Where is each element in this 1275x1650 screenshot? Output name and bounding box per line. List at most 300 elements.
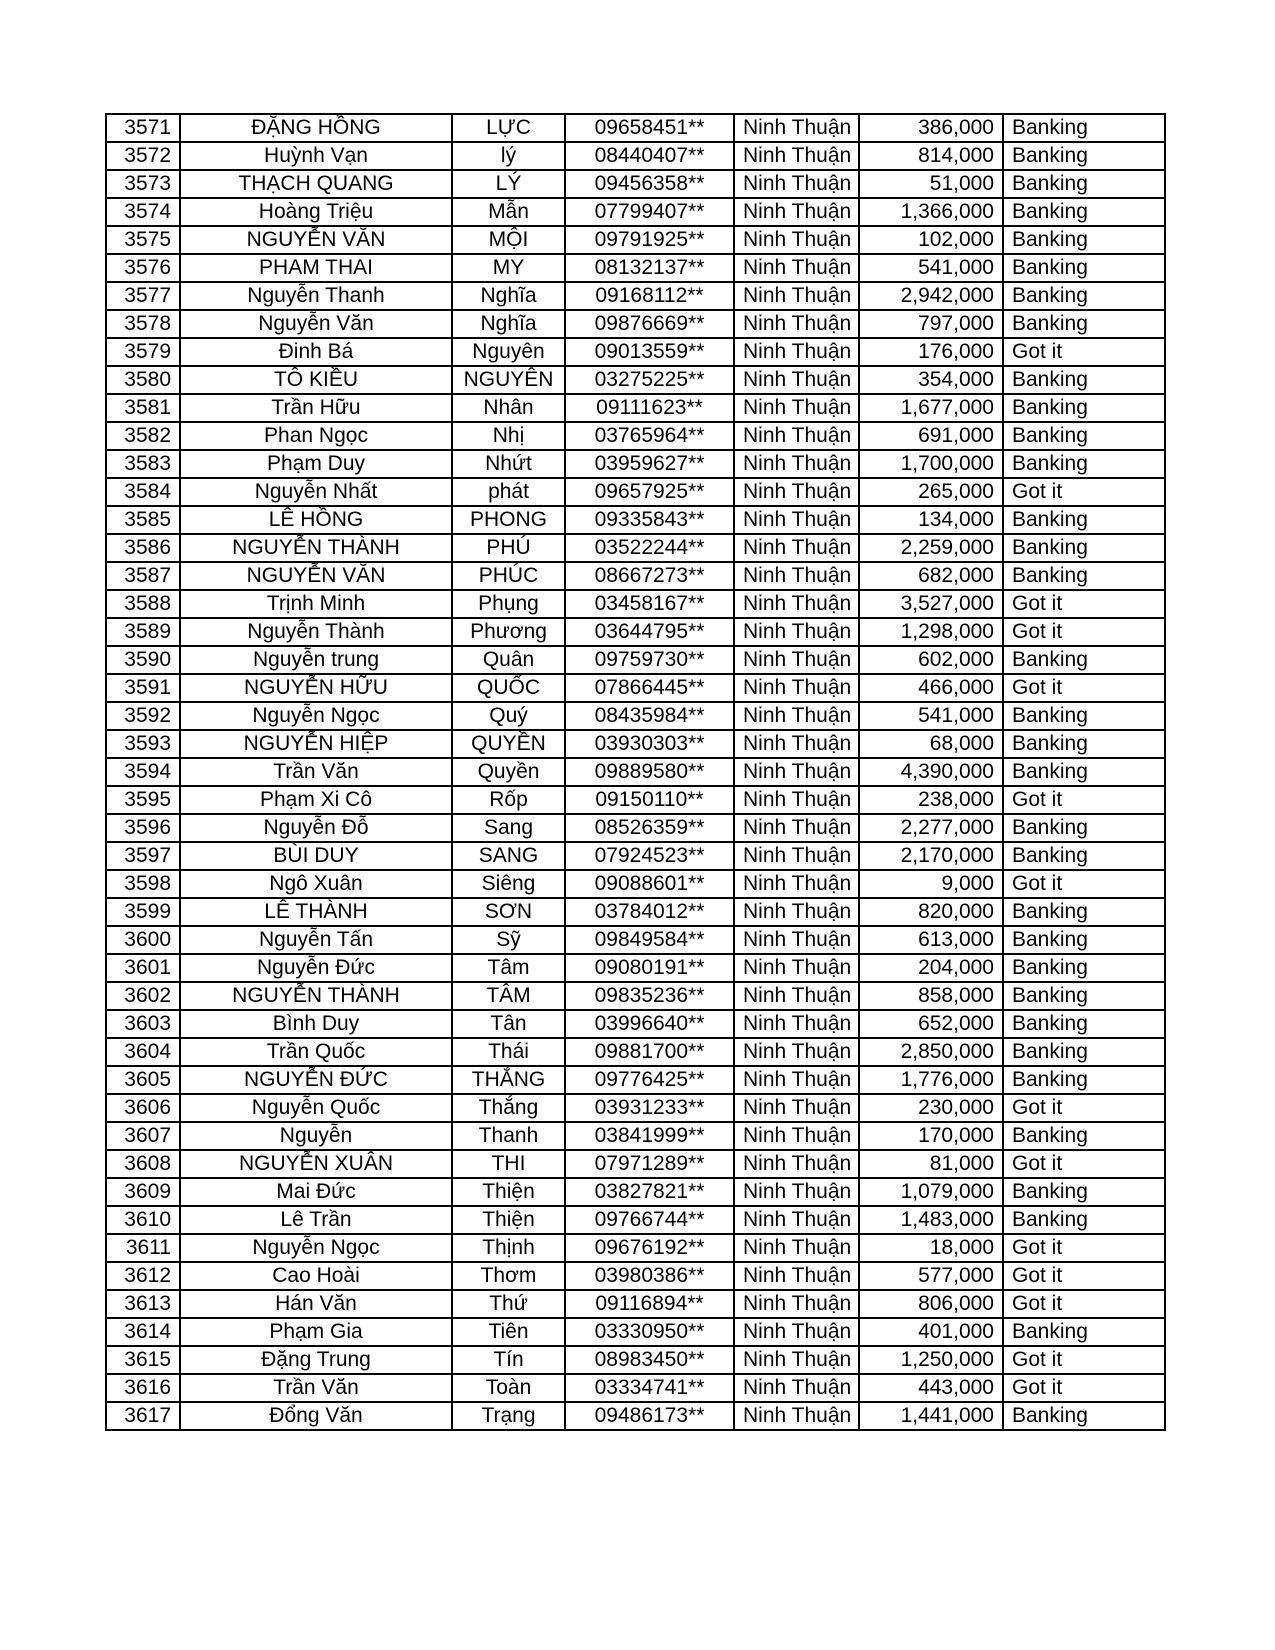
row-number: 3608 [106,1150,180,1178]
amount-cell: 4,390,000 [859,758,1003,786]
payment-method-cell: Banking [1003,702,1165,730]
row-number: 3572 [106,142,180,170]
surname-cell: Nguyễn Tấn [180,926,452,954]
data-table [105,113,1166,1431]
surname-cell: Nguyễn Quốc [180,1094,452,1122]
province-cell: Ninh Thuận [734,1374,859,1402]
province-cell: Ninh Thuận [734,310,859,338]
given-name-cell: LÝ [452,170,565,198]
province-cell: Ninh Thuận [734,870,859,898]
province-cell: Ninh Thuận [734,394,859,422]
row-number: 3578 [106,310,180,338]
table-row [106,1094,1165,1122]
phone-cell: 09168112** [565,282,734,310]
amount-cell: 134,000 [859,506,1003,534]
phone-cell: 09835236** [565,982,734,1010]
table-row [106,394,1165,422]
amount-cell: 577,000 [859,1262,1003,1290]
given-name-cell: Sỹ [452,926,565,954]
row-number: 3617 [106,1402,180,1430]
amount-cell: 691,000 [859,422,1003,450]
table-row [106,422,1165,450]
amount-cell: 466,000 [859,674,1003,702]
payment-method-cell: Banking [1003,758,1165,786]
given-name-cell: Thái [452,1038,565,1066]
phone-cell: 07866445** [565,674,734,702]
given-name-cell: phát [452,478,565,506]
row-number: 3593 [106,730,180,758]
amount-cell: 68,000 [859,730,1003,758]
amount-cell: 81,000 [859,1150,1003,1178]
surname-cell: Nguyễn Thanh [180,282,452,310]
payment-method-cell: Banking [1003,562,1165,590]
row-number: 3594 [106,758,180,786]
amount-cell: 1,366,000 [859,198,1003,226]
payment-method-cell: Banking [1003,1318,1165,1346]
surname-cell: Mai Đức [180,1178,452,1206]
amount-cell: 858,000 [859,982,1003,1010]
phone-cell: 07799407** [565,198,734,226]
given-name-cell: Sang [452,814,565,842]
table-row [106,898,1165,926]
surname-cell: Trần Văn [180,758,452,786]
province-cell: Ninh Thuận [734,954,859,982]
table-row [106,618,1165,646]
phone-cell: 03458167** [565,590,734,618]
amount-cell: 204,000 [859,954,1003,982]
table-row [106,1206,1165,1234]
row-number: 3607 [106,1122,180,1150]
given-name-cell: THẮNG [452,1066,565,1094]
payment-method-cell: Banking [1003,282,1165,310]
row-number: 3581 [106,394,180,422]
payment-method-cell: Got it [1003,618,1165,646]
phone-cell: 09111623** [565,394,734,422]
province-cell: Ninh Thuận [734,1066,859,1094]
phone-cell: 09876669** [565,310,734,338]
row-number: 3585 [106,506,180,534]
phone-cell: 03827821** [565,1178,734,1206]
surname-cell: Nguyễn Ngọc [180,1234,452,1262]
payment-method-cell: Banking [1003,898,1165,926]
table-row [106,590,1165,618]
table-row [106,1066,1165,1094]
table-row [106,478,1165,506]
amount-cell: 1,483,000 [859,1206,1003,1234]
payment-method-cell: Banking [1003,254,1165,282]
given-name-cell: Phương [452,618,565,646]
given-name-cell: Trạng [452,1402,565,1430]
phone-cell: 03959627** [565,450,734,478]
table-row [106,1122,1165,1150]
phone-cell: 09116894** [565,1290,734,1318]
given-name-cell: THI [452,1150,565,1178]
table-row [106,954,1165,982]
given-name-cell: MY [452,254,565,282]
phone-cell: 09791925** [565,226,734,254]
surname-cell: Nguyễn Ngọc [180,702,452,730]
phone-cell: 09881700** [565,1038,734,1066]
given-name-cell: Thịnh [452,1234,565,1262]
amount-cell: 2,850,000 [859,1038,1003,1066]
surname-cell: Phạm Duy [180,450,452,478]
given-name-cell: Quyền [452,758,565,786]
province-cell: Ninh Thuận [734,562,859,590]
given-name-cell: QUỐC [452,674,565,702]
amount-cell: 2,259,000 [859,534,1003,562]
province-cell: Ninh Thuận [734,982,859,1010]
province-cell: Ninh Thuận [734,338,859,366]
payment-method-cell: Banking [1003,926,1165,954]
amount-cell: 230,000 [859,1094,1003,1122]
province-cell: Ninh Thuận [734,450,859,478]
province-cell: Ninh Thuận [734,114,859,142]
province-cell: Ninh Thuận [734,758,859,786]
amount-cell: 51,000 [859,170,1003,198]
phone-cell: 08667273** [565,562,734,590]
table-row [106,366,1165,394]
row-number: 3582 [106,422,180,450]
phone-cell: 07924523** [565,842,734,870]
given-name-cell: NGUYÊN [452,366,565,394]
phone-cell: 03980386** [565,1262,734,1290]
amount-cell: 238,000 [859,786,1003,814]
amount-cell: 1,700,000 [859,450,1003,478]
phone-cell: 09150110** [565,786,734,814]
province-cell: Ninh Thuận [734,1178,859,1206]
table-row [106,338,1165,366]
payment-method-cell: Banking [1003,506,1165,534]
row-number: 3602 [106,982,180,1010]
given-name-cell: Nhân [452,394,565,422]
row-number: 3603 [106,1010,180,1038]
amount-cell: 2,170,000 [859,842,1003,870]
province-cell: Ninh Thuận [734,702,859,730]
row-number: 3577 [106,282,180,310]
row-number: 3589 [106,618,180,646]
phone-cell: 09088601** [565,870,734,898]
surname-cell: BÙI DUY [180,842,452,870]
table-row [106,114,1165,142]
phone-cell: 03275225** [565,366,734,394]
row-number: 3614 [106,1318,180,1346]
surname-cell: LÊ HỒNG [180,506,452,534]
surname-cell: Nguyễn Thành [180,618,452,646]
phone-cell: 03334741** [565,1374,734,1402]
surname-cell: NGUYỄN VĂN [180,226,452,254]
amount-cell: 1,441,000 [859,1402,1003,1430]
amount-cell: 820,000 [859,898,1003,926]
amount-cell: 652,000 [859,1010,1003,1038]
payment-method-cell: Got it [1003,1150,1165,1178]
province-cell: Ninh Thuận [734,674,859,702]
row-number: 3598 [106,870,180,898]
phone-cell: 08440407** [565,142,734,170]
province-cell: Ninh Thuận [734,1010,859,1038]
payment-method-cell: Got it [1003,1262,1165,1290]
province-cell: Ninh Thuận [734,198,859,226]
amount-cell: 1,298,000 [859,618,1003,646]
row-number: 3580 [106,366,180,394]
payment-method-cell: Banking [1003,534,1165,562]
payment-method-cell: Banking [1003,1178,1165,1206]
row-number: 3596 [106,814,180,842]
given-name-cell: Tâm [452,954,565,982]
amount-cell: 541,000 [859,702,1003,730]
payment-method-cell: Got it [1003,1346,1165,1374]
surname-cell: Trịnh Minh [180,590,452,618]
amount-cell: 682,000 [859,562,1003,590]
payment-method-cell: Banking [1003,814,1165,842]
amount-cell: 1,079,000 [859,1178,1003,1206]
payment-method-cell: Banking [1003,450,1165,478]
payment-method-cell: Banking [1003,954,1165,982]
table-row [106,870,1165,898]
amount-cell: 170,000 [859,1122,1003,1150]
row-number: 3609 [106,1178,180,1206]
phone-cell: 09676192** [565,1234,734,1262]
row-number: 3588 [106,590,180,618]
province-cell: Ninh Thuận [734,170,859,198]
surname-cell: Cao Hoài [180,1262,452,1290]
table-row [106,926,1165,954]
payment-method-cell: Banking [1003,1038,1165,1066]
payment-method-cell: Banking [1003,1066,1165,1094]
table-row [106,730,1165,758]
table-row [106,842,1165,870]
payment-method-cell: Got it [1003,590,1165,618]
phone-cell: 03930303** [565,730,734,758]
table-row [106,198,1165,226]
row-number: 3599 [106,898,180,926]
payment-method-cell: Got it [1003,1234,1165,1262]
phone-cell: 09657925** [565,478,734,506]
given-name-cell: Nhị [452,422,565,450]
row-number: 3597 [106,842,180,870]
row-number: 3576 [106,254,180,282]
phone-cell: 03765964** [565,422,734,450]
amount-cell: 3,527,000 [859,590,1003,618]
table-row [106,982,1165,1010]
payment-method-cell: Banking [1003,1010,1165,1038]
phone-cell: 03841999** [565,1122,734,1150]
payment-method-cell: Banking [1003,170,1165,198]
given-name-cell: Siêng [452,870,565,898]
table-row [106,170,1165,198]
amount-cell: 386,000 [859,114,1003,142]
province-cell: Ninh Thuận [734,142,859,170]
row-number: 3575 [106,226,180,254]
province-cell: Ninh Thuận [734,366,859,394]
phone-cell: 09849584** [565,926,734,954]
payment-method-cell: Banking [1003,394,1165,422]
table-row [106,1318,1165,1346]
surname-cell: Hán Văn [180,1290,452,1318]
row-number: 3601 [106,954,180,982]
given-name-cell: Nhứt [452,450,565,478]
surname-cell: ĐẶNG HỒNG [180,114,452,142]
table-row [106,1346,1165,1374]
amount-cell: 176,000 [859,338,1003,366]
table-row [106,282,1165,310]
given-name-cell: TÂM [452,982,565,1010]
surname-cell: Phạm Xi Cô [180,786,452,814]
payment-method-cell: Banking [1003,730,1165,758]
table-row [106,814,1165,842]
payment-method-cell: Banking [1003,226,1165,254]
row-number: 3610 [106,1206,180,1234]
phone-cell: 09013559** [565,338,734,366]
row-number: 3612 [106,1262,180,1290]
surname-cell: PHAM THAI [180,254,452,282]
amount-cell: 1,250,000 [859,1346,1003,1374]
table-row [106,1262,1165,1290]
province-cell: Ninh Thuận [734,618,859,646]
table-row [106,450,1165,478]
amount-cell: 613,000 [859,926,1003,954]
amount-cell: 2,277,000 [859,814,1003,842]
given-name-cell: Tiên [452,1318,565,1346]
table-row [106,562,1165,590]
province-cell: Ninh Thuận [734,786,859,814]
given-name-cell: PHÚC [452,562,565,590]
table-row [106,1178,1165,1206]
table-row [106,1290,1165,1318]
province-cell: Ninh Thuận [734,282,859,310]
given-name-cell: Nghĩa [452,310,565,338]
table-row [106,1234,1165,1262]
payment-method-cell: Banking [1003,198,1165,226]
surname-cell: NGUYỄN HIỆP [180,730,452,758]
given-name-cell: MỘI [452,226,565,254]
phone-cell: 09889580** [565,758,734,786]
surname-cell: Trần Văn [180,1374,452,1402]
given-name-cell: Nghĩa [452,282,565,310]
surname-cell: Nguyễn Nhất [180,478,452,506]
amount-cell: 797,000 [859,310,1003,338]
amount-cell: 9,000 [859,870,1003,898]
surname-cell: Trần Hữu [180,394,452,422]
payment-method-cell: Got it [1003,338,1165,366]
given-name-cell: Tín [452,1346,565,1374]
province-cell: Ninh Thuận [734,422,859,450]
row-number: 3591 [106,674,180,702]
amount-cell: 401,000 [859,1318,1003,1346]
province-cell: Ninh Thuận [734,1346,859,1374]
surname-cell: Nguyễn Đức [180,954,452,982]
table-row [106,534,1165,562]
row-number: 3573 [106,170,180,198]
payment-method-cell: Banking [1003,114,1165,142]
table-row [106,674,1165,702]
province-cell: Ninh Thuận [734,1234,859,1262]
amount-cell: 2,942,000 [859,282,1003,310]
province-cell: Ninh Thuận [734,506,859,534]
row-number: 3606 [106,1094,180,1122]
surname-cell: Nguyễn Đỗ [180,814,452,842]
surname-cell: NGUYỄN HỮU [180,674,452,702]
province-cell: Ninh Thuận [734,1402,859,1430]
phone-cell: 09776425** [565,1066,734,1094]
payment-method-cell: Got it [1003,1290,1165,1318]
given-name-cell: Thanh [452,1122,565,1150]
phone-cell: 09486173** [565,1402,734,1430]
given-name-cell: Toàn [452,1374,565,1402]
table-row [106,506,1165,534]
phone-cell: 03996640** [565,1010,734,1038]
surname-cell: THẠCH QUANG [180,170,452,198]
row-number: 3616 [106,1374,180,1402]
phone-cell: 08526359** [565,814,734,842]
amount-cell: 443,000 [859,1374,1003,1402]
payment-method-cell: Got it [1003,870,1165,898]
surname-cell: NGUYỄN ĐỨC [180,1066,452,1094]
row-number: 3615 [106,1346,180,1374]
surname-cell: NGUYỄN THÀNH [180,982,452,1010]
surname-cell: Bình Duy [180,1010,452,1038]
phone-cell: 08132137** [565,254,734,282]
payment-method-cell: Got it [1003,1094,1165,1122]
given-name-cell: Rốp [452,786,565,814]
payment-method-cell: Banking [1003,1122,1165,1150]
row-number: 3584 [106,478,180,506]
amount-cell: 1,776,000 [859,1066,1003,1094]
surname-cell: Ngô Xuân [180,870,452,898]
table-row [106,310,1165,338]
given-name-cell: Quân [452,646,565,674]
given-name-cell: Thiện [452,1178,565,1206]
surname-cell: Đặng Trung [180,1346,452,1374]
given-name-cell: Thắng [452,1094,565,1122]
payment-method-cell: Banking [1003,982,1165,1010]
payment-method-cell: Banking [1003,422,1165,450]
province-cell: Ninh Thuận [734,478,859,506]
row-number: 3605 [106,1066,180,1094]
given-name-cell: SƠN [452,898,565,926]
given-name-cell: QUYỀN [452,730,565,758]
phone-cell: 03931233** [565,1094,734,1122]
row-number: 3590 [106,646,180,674]
row-number: 3592 [106,702,180,730]
table-row [106,758,1165,786]
payment-method-cell: Got it [1003,478,1165,506]
table-row [106,226,1165,254]
province-cell: Ninh Thuận [734,898,859,926]
province-cell: Ninh Thuận [734,1262,859,1290]
given-name-cell: PHÚ [452,534,565,562]
amount-cell: 806,000 [859,1290,1003,1318]
row-number: 3583 [106,450,180,478]
payment-method-cell: Got it [1003,786,1165,814]
row-number: 3613 [106,1290,180,1318]
table-row [106,1010,1165,1038]
phone-cell: 03644795** [565,618,734,646]
given-name-cell: Mẫn [452,198,565,226]
amount-cell: 265,000 [859,478,1003,506]
province-cell: Ninh Thuận [734,1150,859,1178]
phone-cell: 08435984** [565,702,734,730]
row-number: 3604 [106,1038,180,1066]
payment-method-cell: Got it [1003,1374,1165,1402]
phone-cell: 09766744** [565,1206,734,1234]
surname-cell: LÊ THÀNH [180,898,452,926]
surname-cell: NGUYỄN THÀNH [180,534,452,562]
phone-cell: 09080191** [565,954,734,982]
amount-cell: 354,000 [859,366,1003,394]
given-name-cell: SANG [452,842,565,870]
surname-cell: Nguyễn trung [180,646,452,674]
table-row [106,646,1165,674]
